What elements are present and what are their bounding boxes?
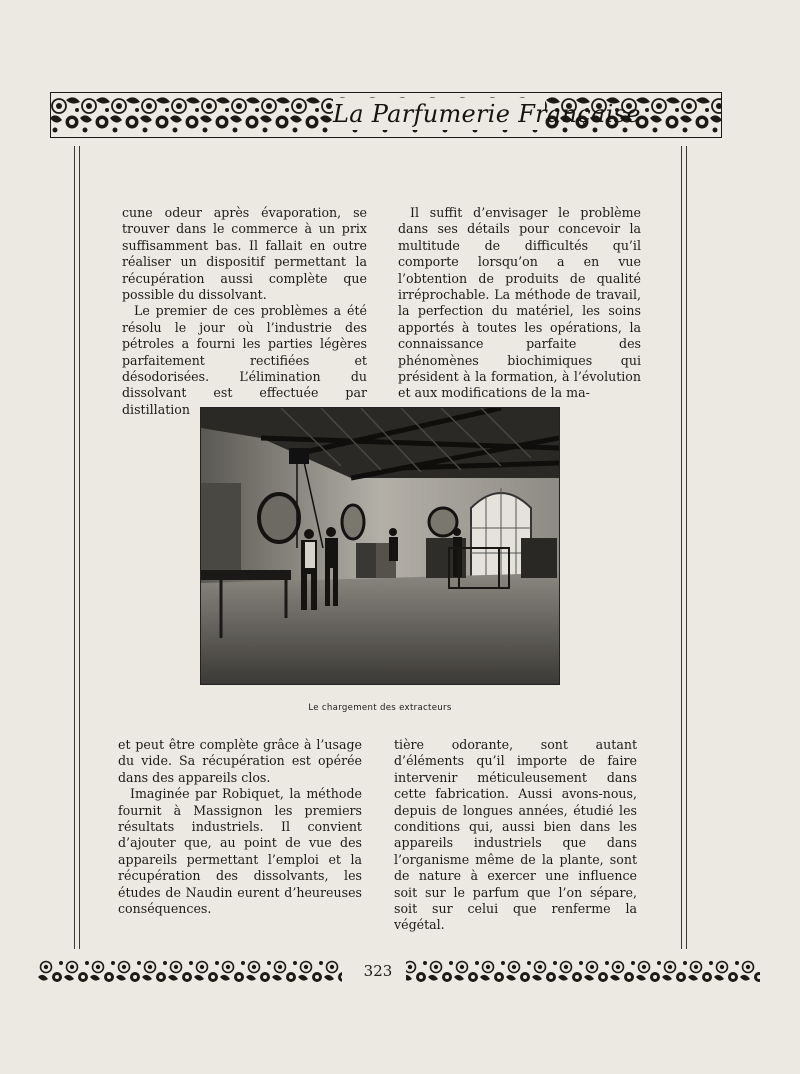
header-banner	[50, 92, 722, 138]
bottom-right-column	[394, 737, 637, 934]
paragraph: Le premier de ces problèmes a été résolu le jour où l’industrie des pétroles a fourni les parties légères parfaitement rectifiées et désodorisées. L’élimination du dissolvant est effectuée par distillation	[122, 303, 367, 417]
paragraph: Imaginée par Robiquet, la méthode fournit à Massignon les premiers résultats industriels. Il convient d’ajouter que, au point de vue des appareils permettant l’emploi et la récupération des dissolvants, les études de Naudin eurent d’heureuses conséquences.	[118, 786, 362, 917]
factory-photograph	[200, 407, 560, 685]
right-frame-line-inner	[681, 146, 682, 949]
page-number: 323	[350, 959, 406, 983]
top-right-column	[398, 205, 641, 402]
left-frame-line	[74, 146, 75, 949]
right-frame-line	[686, 146, 687, 949]
figure-caption: Le chargement des extracteurs	[308, 703, 452, 713]
paragraph: et peut être complète grâce à l’usage du vide. Sa récupération est opérée dans des appareils clos.	[118, 737, 362, 785]
left-frame-line-inner	[79, 146, 80, 949]
bottom-left-column	[118, 737, 362, 917]
publication-title: La Parfumerie Française	[333, 100, 641, 128]
paragraph: Il suffit d’envisager le problème dans ses détails pour concevoir la multitude de difficultés qu’il comporte lorsqu’on a en vue l’obtention de produits de qualité irréprochable. La méthode de travail, la perfection du matériel, les soins apportés à toutes les opérations, la connaissance parfaite des phénomènes biochimiques qui président à la formation, à l’évolution et aux modifications de la ma-	[398, 205, 641, 401]
top-left-column	[122, 205, 367, 418]
paragraph: tière odorante, sont autant d’éléments qu’il importe de faire intervenir méticuleusement dans cette fabrication. Aussi avons-nous, depuis de longues années, étudié les conditions qui, aussi bien dans les appareils industriels que dans l’organisme même de la plante, sont de nature à exercer une influence soit sur le parfum que l’on sépare, soit sur celui que renferme la végétal.	[394, 737, 637, 933]
paragraph: cune odeur après évaporation, se trouver dans le commerce à un prix suffisamment bas. Il fallait en outre réaliser un dispositif permettant la récupération aussi complète que possible du dissolvant.	[122, 205, 367, 303]
footer-ornament	[38, 955, 760, 989]
